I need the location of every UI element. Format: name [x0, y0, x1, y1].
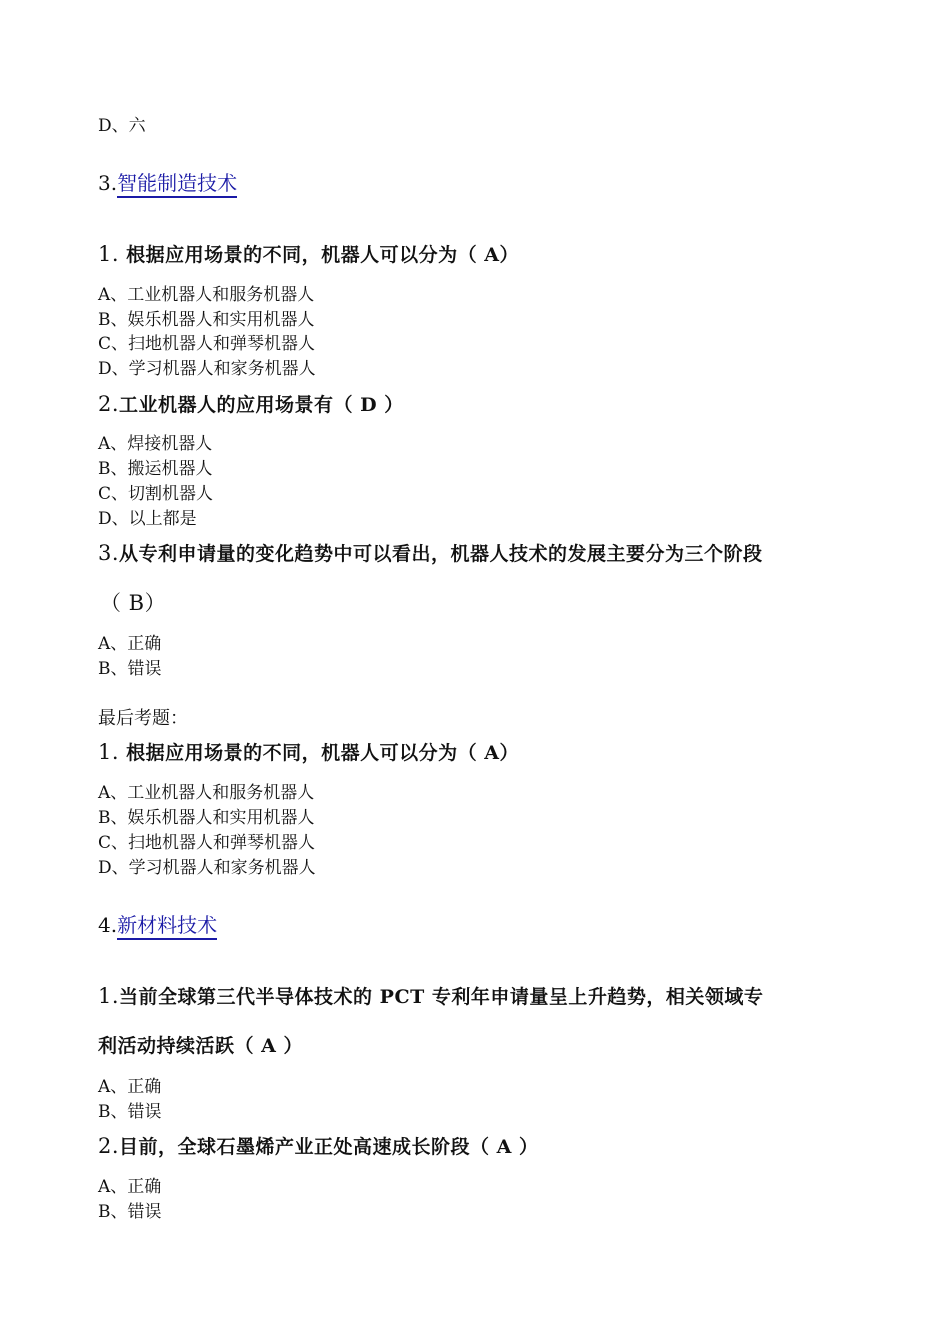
option-item: C、扫地机器人和弹琴机器人 [98, 833, 316, 853]
section-heading [98, 912, 217, 938]
section-number: 4. [98, 913, 118, 937]
question-number: 2. [98, 392, 120, 416]
option-item: C、扫地机器人和弹琴机器人 [98, 334, 316, 354]
option-item: A、正确 [98, 1077, 162, 1097]
option-item: B、错误 [98, 1202, 162, 1222]
question-number: 1. [98, 984, 120, 1008]
section-number: 3. [98, 171, 118, 195]
section-title-link[interactable]: 智能制造技术 [117, 171, 237, 198]
question-number: 3. [98, 541, 120, 565]
question-text-continued: （ B） [100, 591, 167, 615]
option-item: B、错误 [98, 1102, 162, 1122]
option-item: A、焊接机器人 [98, 434, 213, 454]
final-exam-label: 最后考题： [98, 708, 188, 729]
question [98, 1133, 539, 1160]
question [98, 983, 763, 1010]
option-item: B、娱乐机器人和实用机器人 [98, 310, 315, 330]
option-item: D、学习机器人和家务机器人 [98, 858, 316, 878]
option-item: D、六 [98, 116, 146, 136]
option-item: C、切割机器人 [98, 484, 214, 504]
option-item: A、工业机器人和服务机器人 [98, 783, 315, 803]
question-text: 根据应用场景的不同，机器人可以分为（ A） [126, 244, 520, 266]
option-item: A、正确 [98, 1177, 162, 1197]
option-item: D、学习机器人和家务机器人 [98, 359, 316, 379]
question-number: 2. [98, 1134, 120, 1158]
option-item: B、错误 [98, 659, 162, 679]
section-heading [98, 170, 237, 196]
question-number: 1. [98, 242, 120, 266]
option-item: B、娱乐机器人和实用机器人 [98, 808, 315, 828]
question [98, 540, 763, 567]
option-item: B、搬运机器人 [98, 459, 213, 479]
question-number: 1. [98, 740, 120, 764]
option-item: A、正确 [98, 634, 162, 654]
question-text: 根据应用场景的不同，机器人可以分为（ A） [126, 742, 520, 764]
option-item: D、以上都是 [98, 509, 197, 529]
question [98, 739, 519, 766]
question [98, 391, 404, 418]
option-item: A、工业机器人和服务机器人 [98, 285, 315, 305]
question-text: 从专利申请量的变化趋势中可以看出，机器人技术的发展主要分为三个阶段 [119, 543, 763, 565]
section-title-link[interactable]: 新材料技术 [117, 913, 217, 940]
question-text: 工业机器人的应用场景有（ D ） [119, 394, 404, 416]
question-text: 当前全球第三代半导体技术的 PCT 专利年申请量呈上升趋势，相关领域专 [119, 986, 764, 1008]
question [98, 241, 519, 268]
question-text: 目前，全球石墨烯产业正处高速成长阶段（ A ） [119, 1136, 539, 1158]
question-text-continued: 利活动持续活跃（ A ） [98, 1035, 303, 1057]
